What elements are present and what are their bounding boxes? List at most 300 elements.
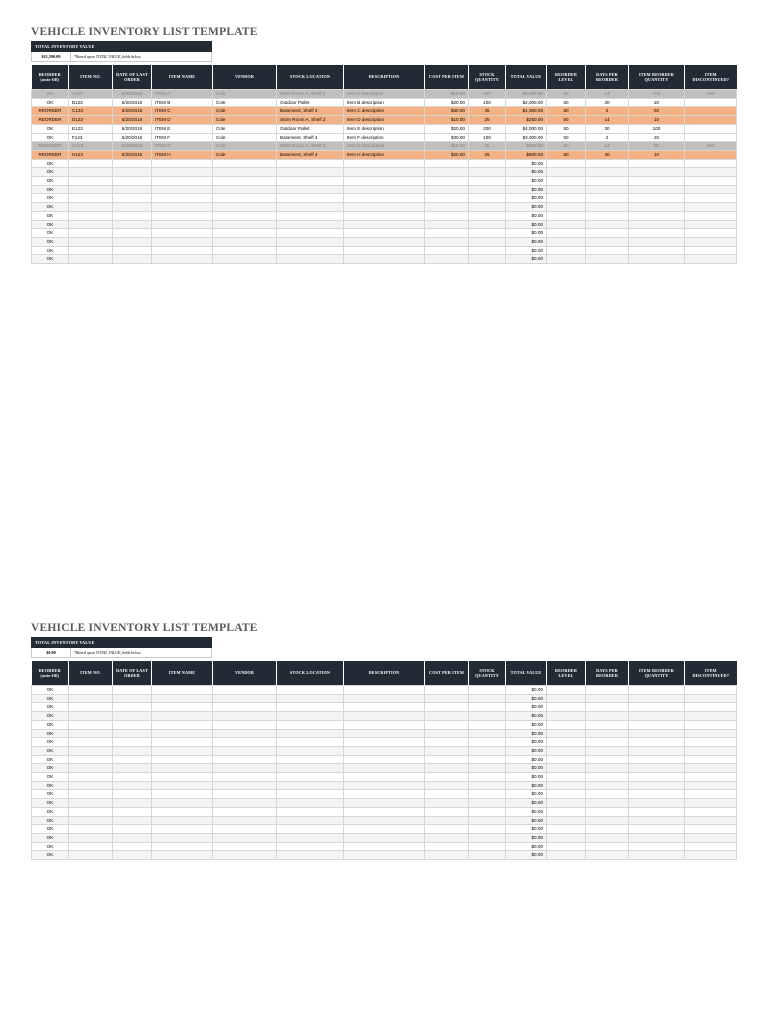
table-cell[interactable] — [425, 729, 469, 738]
table-cell[interactable]: $0.00 — [506, 720, 547, 729]
table-cell[interactable] — [469, 237, 506, 246]
table-cell[interactable] — [685, 150, 737, 159]
table-cell[interactable]: Cole — [213, 142, 277, 151]
table-cell[interactable]: $3,000.00 — [506, 133, 547, 142]
table-cell[interactable]: OK — [32, 773, 69, 782]
table-cell[interactable] — [425, 842, 469, 851]
table-cell[interactable] — [213, 185, 277, 194]
table-cell[interactable] — [277, 255, 344, 264]
table-cell[interactable]: $0.00 — [506, 816, 547, 825]
table-cell[interactable]: $0.00 — [506, 237, 547, 246]
table-cell[interactable]: 10 — [629, 116, 685, 125]
table-cell[interactable] — [277, 799, 344, 808]
table-cell[interactable] — [344, 816, 425, 825]
table-cell[interactable] — [547, 220, 586, 229]
table-cell[interactable] — [629, 177, 685, 186]
table-cell[interactable] — [629, 246, 685, 255]
table-cell[interactable] — [277, 720, 344, 729]
table-cell[interactable] — [586, 712, 629, 721]
table-cell[interactable] — [344, 764, 425, 773]
table-cell[interactable] — [685, 185, 737, 194]
table-cell[interactable]: $450.00 — [506, 142, 547, 151]
table-cell[interactable] — [69, 177, 113, 186]
table-cell[interactable]: 5/20/2016 — [113, 142, 152, 151]
table-cell[interactable]: 100 — [469, 98, 506, 107]
table-cell[interactable]: $20.00 — [425, 98, 469, 107]
table-cell[interactable] — [113, 851, 152, 860]
table-cell[interactable] — [469, 694, 506, 703]
table-cell[interactable]: F123 — [69, 133, 113, 142]
table-cell[interactable] — [344, 246, 425, 255]
table-cell[interactable]: OK — [32, 185, 69, 194]
table-cell[interactable]: $0.00 — [506, 764, 547, 773]
table-cell[interactable]: Cole — [213, 98, 277, 107]
table-cell[interactable] — [685, 98, 737, 107]
table-cell[interactable] — [629, 686, 685, 695]
table-cell[interactable] — [152, 246, 213, 255]
table-cell[interactable]: 50 — [629, 142, 685, 151]
table-cell[interactable] — [152, 825, 213, 834]
table-cell[interactable] — [425, 686, 469, 695]
table-cell[interactable]: 20 — [629, 133, 685, 142]
table-cell[interactable]: Item A description — [344, 90, 425, 99]
table-cell[interactable] — [425, 703, 469, 712]
table-cell[interactable] — [629, 764, 685, 773]
table-cell[interactable]: $0.00 — [506, 246, 547, 255]
table-cell[interactable]: OK — [32, 764, 69, 773]
table-cell[interactable] — [425, 816, 469, 825]
table-cell[interactable] — [629, 255, 685, 264]
table-cell[interactable] — [629, 211, 685, 220]
table-cell[interactable]: 25 — [469, 150, 506, 159]
table-cell[interactable] — [152, 790, 213, 799]
table-cell[interactable]: $0.00 — [506, 220, 547, 229]
table-cell[interactable] — [547, 229, 586, 238]
table-cell[interactable] — [277, 229, 344, 238]
table-cell[interactable] — [152, 833, 213, 842]
table-cell[interactable]: 5/20/2016 — [113, 90, 152, 99]
table-cell[interactable]: $2,000.00 — [506, 90, 547, 99]
table-cell[interactable] — [629, 746, 685, 755]
table-cell[interactable]: OK — [32, 720, 69, 729]
table-cell[interactable] — [685, 807, 737, 816]
table-cell[interactable] — [685, 255, 737, 264]
table-cell[interactable] — [425, 237, 469, 246]
table-cell[interactable] — [547, 842, 586, 851]
table-cell[interactable] — [469, 246, 506, 255]
table-cell[interactable] — [344, 703, 425, 712]
table-cell[interactable] — [277, 712, 344, 721]
table-cell[interactable]: Outdoor Pallet — [277, 98, 344, 107]
table-cell[interactable] — [213, 168, 277, 177]
table-cell[interactable] — [425, 185, 469, 194]
table-cell[interactable]: $0.00 — [506, 703, 547, 712]
table-cell[interactable] — [469, 712, 506, 721]
table-cell[interactable] — [152, 211, 213, 220]
table-cell[interactable]: $0.00 — [506, 712, 547, 721]
table-cell[interactable] — [469, 255, 506, 264]
table-cell[interactable] — [113, 168, 152, 177]
table-cell[interactable] — [586, 799, 629, 808]
table-cell[interactable] — [547, 255, 586, 264]
table-cell[interactable] — [629, 159, 685, 168]
table-cell[interactable] — [547, 211, 586, 220]
table-cell[interactable] — [213, 764, 277, 773]
table-cell[interactable] — [344, 159, 425, 168]
table-cell[interactable]: G123 — [69, 142, 113, 151]
table-cell[interactable]: 50 — [547, 142, 586, 151]
table-cell[interactable]: C123 — [69, 107, 113, 116]
table-cell[interactable] — [69, 833, 113, 842]
table-cell[interactable]: 14 — [586, 90, 629, 99]
table-cell[interactable] — [69, 246, 113, 255]
table-cell[interactable] — [425, 764, 469, 773]
table-cell[interactable]: OK — [32, 738, 69, 747]
table-cell[interactable]: A123 — [69, 90, 113, 99]
table-cell[interactable] — [469, 686, 506, 695]
table-cell[interactable] — [213, 703, 277, 712]
table-cell[interactable] — [277, 686, 344, 695]
table-cell[interactable]: Item E description — [344, 124, 425, 133]
table-cell[interactable] — [277, 738, 344, 747]
table-cell[interactable]: Item C description — [344, 107, 425, 116]
table-cell[interactable]: Item F description — [344, 133, 425, 142]
table-cell[interactable]: ITEM F — [152, 133, 213, 142]
table-cell[interactable]: OK — [32, 133, 69, 142]
table-cell[interactable]: 100 — [629, 124, 685, 133]
table-cell[interactable] — [277, 220, 344, 229]
table-cell[interactable] — [629, 237, 685, 246]
table-cell[interactable] — [69, 729, 113, 738]
table-cell[interactable] — [213, 842, 277, 851]
table-cell[interactable] — [113, 229, 152, 238]
table-cell[interactable]: $1,350.00 — [506, 107, 547, 116]
table-cell[interactable] — [425, 781, 469, 790]
table-cell[interactable] — [69, 807, 113, 816]
table-cell[interactable] — [277, 773, 344, 782]
table-cell[interactable]: REORDER — [32, 150, 69, 159]
table-cell[interactable] — [69, 694, 113, 703]
table-cell[interactable] — [469, 703, 506, 712]
table-cell[interactable]: OK — [32, 729, 69, 738]
table-cell[interactable] — [277, 790, 344, 799]
table-cell[interactable] — [547, 203, 586, 212]
table-cell[interactable]: $0.00 — [506, 738, 547, 747]
table-cell[interactable] — [586, 729, 629, 738]
table-cell[interactable] — [213, 755, 277, 764]
table-cell[interactable] — [685, 211, 737, 220]
table-cell[interactable] — [469, 720, 506, 729]
table-cell[interactable] — [277, 237, 344, 246]
table-cell[interactable] — [152, 755, 213, 764]
table-cell[interactable]: $0.00 — [506, 746, 547, 755]
table-cell[interactable] — [69, 825, 113, 834]
table-cell[interactable] — [629, 825, 685, 834]
table-cell[interactable]: $0.00 — [506, 825, 547, 834]
table-cell[interactable] — [469, 816, 506, 825]
table-cell[interactable]: Cole — [213, 124, 277, 133]
table-cell[interactable]: 50 — [547, 150, 586, 159]
table-cell[interactable] — [113, 203, 152, 212]
table-cell[interactable] — [547, 237, 586, 246]
table-cell[interactable]: ITEM C — [152, 107, 213, 116]
table-cell[interactable] — [344, 755, 425, 764]
table-cell[interactable] — [685, 703, 737, 712]
table-cell[interactable]: 200 — [469, 124, 506, 133]
table-cell[interactable] — [113, 825, 152, 834]
table-cell[interactable] — [113, 738, 152, 747]
table-cell[interactable] — [344, 203, 425, 212]
table-cell[interactable] — [213, 807, 277, 816]
table-cell[interactable] — [547, 703, 586, 712]
table-cell[interactable] — [629, 720, 685, 729]
table-cell[interactable] — [586, 703, 629, 712]
table-cell[interactable]: 5/20/2016 — [113, 116, 152, 125]
table-cell[interactable] — [469, 746, 506, 755]
table-cell[interactable] — [213, 712, 277, 721]
table-cell[interactable] — [685, 799, 737, 808]
table-cell[interactable]: 50 — [547, 90, 586, 99]
table-cell[interactable] — [152, 168, 213, 177]
table-cell[interactable] — [425, 738, 469, 747]
table-cell[interactable] — [277, 185, 344, 194]
table-cell[interactable] — [69, 790, 113, 799]
table-cell[interactable] — [213, 738, 277, 747]
table-cell[interactable] — [425, 712, 469, 721]
table-cell[interactable] — [547, 168, 586, 177]
table-cell[interactable] — [586, 211, 629, 220]
table-cell[interactable] — [547, 773, 586, 782]
table-cell[interactable]: OK — [32, 694, 69, 703]
table-cell[interactable]: OK — [32, 220, 69, 229]
table-cell[interactable] — [547, 833, 586, 842]
table-cell[interactable]: REORDER — [32, 107, 69, 116]
table-cell[interactable] — [425, 807, 469, 816]
table-cell[interactable] — [113, 720, 152, 729]
table-cell[interactable]: Basement, Shelf 4 — [277, 150, 344, 159]
table-cell[interactable] — [629, 755, 685, 764]
table-cell[interactable] — [113, 833, 152, 842]
table-cell[interactable] — [344, 220, 425, 229]
table-cell[interactable] — [586, 203, 629, 212]
table-cell[interactable]: OK — [32, 755, 69, 764]
table-cell[interactable]: $0.00 — [506, 781, 547, 790]
table-cell[interactable] — [469, 194, 506, 203]
table-cell[interactable] — [685, 220, 737, 229]
table-cell[interactable] — [344, 712, 425, 721]
table-cell[interactable] — [113, 729, 152, 738]
table-cell[interactable]: Yes — [685, 142, 737, 151]
table-cell[interactable] — [152, 851, 213, 860]
table-cell[interactable]: $4,000.00 — [506, 124, 547, 133]
table-cell[interactable] — [586, 790, 629, 799]
table-cell[interactable] — [213, 686, 277, 695]
table-cell[interactable] — [469, 833, 506, 842]
table-cell[interactable] — [547, 746, 586, 755]
table-cell[interactable]: $10.00 — [425, 90, 469, 99]
table-cell[interactable]: ITEM G — [152, 142, 213, 151]
table-cell[interactable] — [685, 159, 737, 168]
table-cell[interactable] — [344, 781, 425, 790]
table-cell[interactable]: OK — [32, 790, 69, 799]
table-cell[interactable] — [685, 116, 737, 125]
table-cell[interactable]: Outdoor Pallet — [277, 124, 344, 133]
table-cell[interactable] — [547, 799, 586, 808]
table-cell[interactable] — [277, 168, 344, 177]
table-cell[interactable]: Item G description — [344, 142, 425, 151]
table-cell[interactable] — [425, 746, 469, 755]
table-cell[interactable]: 100 — [469, 133, 506, 142]
table-cell[interactable] — [277, 842, 344, 851]
table-cell[interactable] — [425, 720, 469, 729]
table-cell[interactable] — [586, 746, 629, 755]
table-cell[interactable] — [685, 177, 737, 186]
table-cell[interactable]: REORDER — [32, 142, 69, 151]
table-cell[interactable]: 5/20/2016 — [113, 107, 152, 116]
table-cell[interactable] — [152, 773, 213, 782]
table-cell[interactable] — [425, 220, 469, 229]
table-cell[interactable] — [69, 738, 113, 747]
table-cell[interactable] — [685, 237, 737, 246]
table-cell[interactable] — [469, 807, 506, 816]
table-cell[interactable] — [586, 833, 629, 842]
table-cell[interactable] — [425, 851, 469, 860]
table-cell[interactable] — [69, 712, 113, 721]
table-cell[interactable] — [469, 159, 506, 168]
table-cell[interactable] — [113, 773, 152, 782]
table-cell[interactable]: 2 — [586, 107, 629, 116]
table-cell[interactable] — [685, 746, 737, 755]
table-cell[interactable]: ITEM D — [152, 116, 213, 125]
table-cell[interactable] — [213, 194, 277, 203]
table-cell[interactable]: OK — [32, 781, 69, 790]
table-cell[interactable] — [629, 807, 685, 816]
table-cell[interactable] — [629, 816, 685, 825]
table-cell[interactable] — [586, 177, 629, 186]
table-cell[interactable] — [425, 177, 469, 186]
table-cell[interactable]: 30 — [586, 98, 629, 107]
table-cell[interactable] — [213, 773, 277, 782]
table-cell[interactable] — [629, 833, 685, 842]
table-cell[interactable]: Cole — [213, 90, 277, 99]
table-cell[interactable] — [469, 220, 506, 229]
table-cell[interactable]: OK — [32, 703, 69, 712]
table-cell[interactable] — [344, 237, 425, 246]
table-cell[interactable] — [685, 790, 737, 799]
table-cell[interactable] — [547, 194, 586, 203]
table-cell[interactable] — [629, 168, 685, 177]
table-cell[interactable] — [685, 773, 737, 782]
table-cell[interactable]: OK — [32, 194, 69, 203]
table-cell[interactable] — [344, 833, 425, 842]
table-cell[interactable] — [685, 825, 737, 834]
table-cell[interactable] — [152, 237, 213, 246]
table-cell[interactable] — [69, 720, 113, 729]
table-cell[interactable]: ITEM B — [152, 98, 213, 107]
table-cell[interactable]: OK — [32, 712, 69, 721]
table-cell[interactable]: $0.00 — [506, 694, 547, 703]
table-cell[interactable]: REORDER — [32, 116, 69, 125]
table-cell[interactable] — [113, 177, 152, 186]
table-cell[interactable] — [469, 781, 506, 790]
table-cell[interactable] — [685, 229, 737, 238]
table-cell[interactable]: 100 — [629, 90, 685, 99]
table-cell[interactable] — [425, 194, 469, 203]
total-inventory-value[interactable]: $0.00 — [32, 648, 71, 657]
table-cell[interactable]: $0.00 — [506, 203, 547, 212]
table-cell[interactable] — [213, 229, 277, 238]
table-cell[interactable] — [277, 807, 344, 816]
table-cell[interactable] — [685, 851, 737, 860]
table-cell[interactable]: OK — [32, 842, 69, 851]
table-cell[interactable]: OK — [32, 816, 69, 825]
table-cell[interactable] — [277, 246, 344, 255]
table-cell[interactable] — [629, 194, 685, 203]
table-cell[interactable] — [425, 833, 469, 842]
table-cell[interactable]: OK — [32, 255, 69, 264]
table-cell[interactable] — [629, 229, 685, 238]
table-cell[interactable]: 50 — [629, 107, 685, 116]
table-cell[interactable] — [113, 755, 152, 764]
table-cell[interactable] — [152, 159, 213, 168]
table-cell[interactable] — [69, 799, 113, 808]
table-cell[interactable] — [113, 185, 152, 194]
table-cell[interactable] — [113, 694, 152, 703]
table-cell[interactable] — [685, 133, 737, 142]
table-cell[interactable] — [469, 755, 506, 764]
table-cell[interactable]: 25 — [469, 116, 506, 125]
table-cell[interactable]: $0.00 — [506, 159, 547, 168]
table-cell[interactable] — [685, 842, 737, 851]
table-cell[interactable] — [547, 729, 586, 738]
table-cell[interactable] — [547, 246, 586, 255]
table-cell[interactable]: 10 — [629, 150, 685, 159]
table-cell[interactable] — [547, 790, 586, 799]
table-cell[interactable] — [277, 816, 344, 825]
table-cell[interactable] — [344, 168, 425, 177]
table-cell[interactable]: $0.00 — [506, 807, 547, 816]
table-cell[interactable]: Yes — [685, 90, 737, 99]
table-cell[interactable]: OK — [32, 168, 69, 177]
table-cell[interactable] — [586, 246, 629, 255]
table-cell[interactable] — [152, 220, 213, 229]
table-cell[interactable] — [547, 694, 586, 703]
table-cell[interactable]: E123 — [69, 124, 113, 133]
table-cell[interactable] — [586, 773, 629, 782]
table-cell[interactable] — [586, 764, 629, 773]
table-cell[interactable] — [547, 755, 586, 764]
table-cell[interactable] — [425, 694, 469, 703]
table-cell[interactable] — [586, 694, 629, 703]
table-cell[interactable] — [344, 686, 425, 695]
table-cell[interactable] — [629, 799, 685, 808]
table-cell[interactable] — [629, 185, 685, 194]
table-cell[interactable]: H123 — [69, 150, 113, 159]
table-cell[interactable] — [425, 825, 469, 834]
table-cell[interactable]: D123 — [69, 116, 113, 125]
table-cell[interactable] — [547, 825, 586, 834]
table-cell[interactable] — [469, 229, 506, 238]
table-cell[interactable] — [213, 825, 277, 834]
table-cell[interactable] — [586, 807, 629, 816]
table-cell[interactable] — [213, 729, 277, 738]
table-cell[interactable] — [113, 842, 152, 851]
table-cell[interactable] — [113, 799, 152, 808]
table-cell[interactable] — [629, 220, 685, 229]
table-cell[interactable] — [425, 211, 469, 220]
table-cell[interactable] — [344, 790, 425, 799]
table-cell[interactable]: 45 — [469, 107, 506, 116]
